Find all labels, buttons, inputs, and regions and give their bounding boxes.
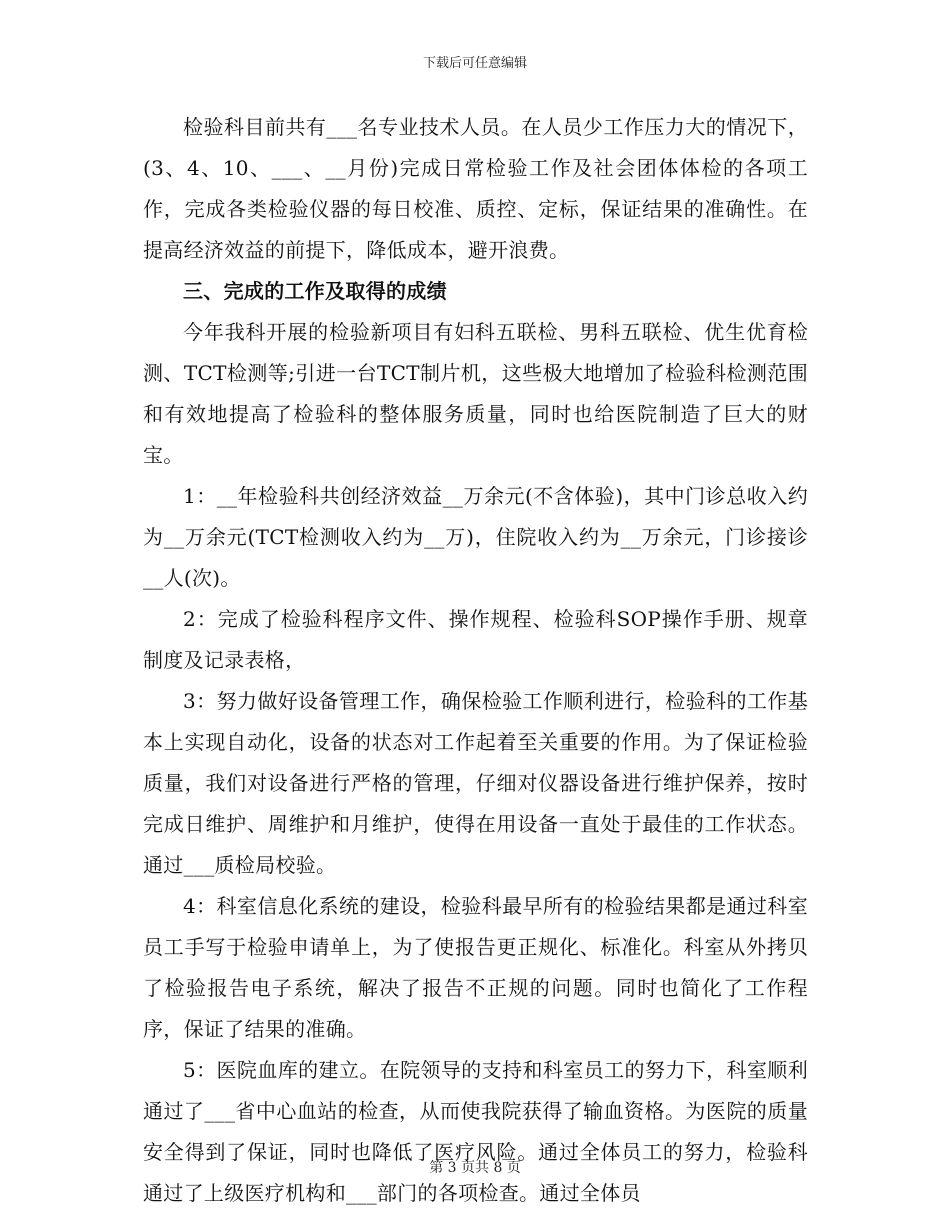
paragraph-item-5: 5：医院血库的建立。在院领导的支持和科室员工的努力下，科室顺利通过了___省中心血站的检查，从而使我院获得了输血资格。为医院的质量安全得到了保证，同时也降低了医疗风险。通过全体员工的努力，检验科通过了上级医疗机构和___部门的各项检查。通过全体员 bbox=[143, 1058, 808, 1205]
paragraph-item-4: 4：科室信息化系统的建设，检验科最早所有的检验结果都是通过科室员工手写于检验申请单上，为了使报告更正规化、标准化。科室从外拷贝了检验报告电子系统，解决了报告不正规的问题。同时也简化了工作程序，保证了结果的准确。 bbox=[143, 894, 808, 1041]
page-footer: 第 3 页共 8 页 bbox=[429, 1160, 521, 1176]
paragraph-new-projects: 今年我科开展的检验新项目有妇科五联检、男科五联检、优生优育检测、TCT检测等;引进一台TCT制片机，这些极大地增加了检验科检测范围和有效地提高了检验科的整体服务质量，同时也给医院制造了巨大的财宝。 bbox=[143, 320, 808, 467]
page-body bbox=[143, 107, 808, 1214]
page-header: 下载后可任意编辑 bbox=[422, 56, 527, 71]
paragraph-item-1: 1：__年检验科共创经济效益__万余元(不含体验)，其中门诊总收入约为__万余元(TCT检测收入约为__万)，住院收入约为__万余元，门诊接诊__人(次)。 bbox=[143, 484, 808, 590]
paragraph-item-2: 2：完成了检验科程序文件、操作规程、检验科SOP操作手册、规章制度及记录表格， bbox=[143, 607, 808, 672]
paragraph-staff: 检验科目前共有___名专业技术人员。在人员少工作压力大的情况下，(3、4、10、___、__月份)完成日常检验工作及社会团体体检的各项工作，完成各类检验仪器的每日校准、质控、定标，保证结果的准确性。在提高经济效益的前提下，降低成本，避开浪费。 bbox=[143, 115, 808, 262]
paragraph-item-3: 3：努力做好设备管理工作，确保检验工作顺利进行，检验科的工作基本上实现自动化，设备的状态对工作起着至关重要的作用。为了保证检验质量，我们对设备进行严格的管理，仔细对仪器设备进行维护保养，按时完成日维护、周维护和月维护，使得在用设备一直处于最佳的工作状态。通过___质检局校验。 bbox=[143, 689, 808, 877]
section-heading: 三、完成的工作及取得的成绩 bbox=[183, 279, 447, 303]
